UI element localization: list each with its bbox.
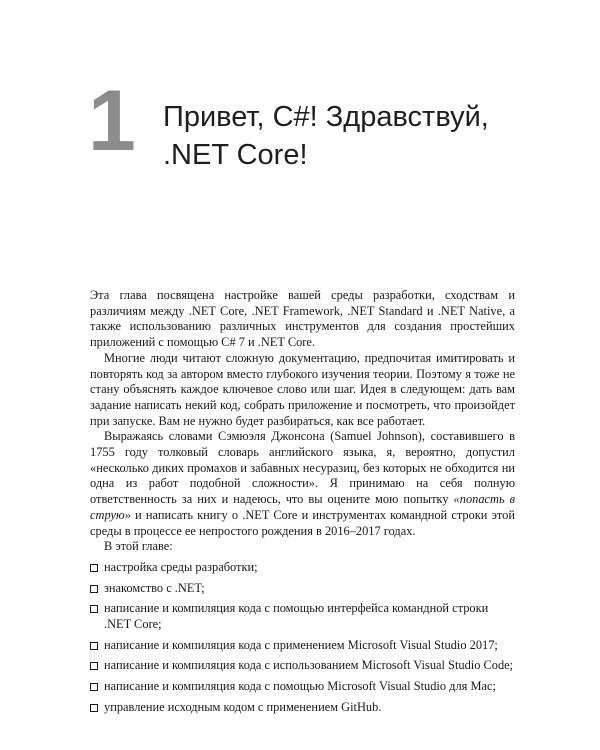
quote-text-end: и написать книгу о .NET Core и инструментах командной строки этой среды в процессе ее непростого рождения в 2016–2017 годах. — [90, 507, 515, 538]
list-item-text: написание и компиляция кода с использованием Microsoft Visual Studio Code; — [104, 658, 514, 673]
list-item — [90, 638, 515, 654]
checkbox-bullet-icon — [90, 642, 98, 650]
quote-text-start: Выражаясь словами Сэмюэля Джонсона (Samuel Johnson), составившего в 1755 году толковый словарь английского языка, я, вероятно, допустил «несколько диких промахов и забавных несуразиц, без которых не обходится ни одна из работ подобной сложности». Я принимаю на себя полную ответственность за них и надеюсь, что вы оцените мою попытку — [90, 429, 515, 507]
checkbox-bullet-icon — [90, 683, 98, 691]
chapter-contents-intro: В этой главе: — [104, 539, 173, 554]
paragraph-johnson-quote — [90, 429, 515, 539]
list-item — [90, 700, 515, 716]
list-item-text: настройка среды разработки; — [104, 559, 258, 574]
checkbox-bullet-icon — [90, 564, 98, 572]
chapter-title — [163, 98, 563, 174]
list-item — [90, 581, 515, 597]
list-item-text: управление исходным кодом с применением GitHub. — [104, 699, 382, 714]
quote-italic-phrase: «попасть в струю» — [90, 492, 515, 522]
chapter-number: 1 — [88, 73, 136, 169]
list-item — [90, 560, 515, 576]
chapter-title-line-1: Привет, C#! Здравствуй, — [163, 101, 489, 133]
chapter-body — [90, 288, 515, 721]
checkbox-bullet-icon — [90, 704, 98, 712]
chapter-topics-list — [90, 560, 515, 716]
list-item-text: написание и компиляция кода с помощью Microsoft Visual Studio для Mac; — [104, 679, 496, 694]
list-item — [90, 601, 515, 632]
list-item — [90, 679, 515, 695]
chapter-title-line-2: .NET Core! — [163, 139, 308, 171]
checkbox-bullet-icon — [90, 662, 98, 670]
list-item — [90, 658, 515, 674]
list-item-text: знакомство с .NET; — [104, 580, 205, 595]
paragraph-documentation: Многие люди читают сложную документацию, предпочитая имитировать и повторять код за автором вместо глубокого изучения теории. Поэтому я тоже не стану объяснять каждое ключевое слово или шаг. Идея в следующем: дать вам задание написать некий код, собрать приложение и посмотреть, что произойдет при запуске. Вам не нужно будет разбираться, как все работает. — [90, 350, 515, 428]
list-item-text: написание и компиляция кода с помощью интерфейса командной строки .NET Core; — [104, 601, 489, 632]
checkbox-bullet-icon — [90, 585, 98, 593]
list-item-text: написание и компиляция кода с применением Microsoft Visual Studio 2017; — [104, 637, 498, 652]
checkbox-bullet-icon — [90, 605, 98, 613]
intro-paragraph: Эта глава посвящена настройке вашей среды разработки, сходствам и различиям между .NET Core, .NET Framework, .NET Standard и .NET Native, а также использованию различных инструментов для создания простейших приложений с помощью C# 7 и .NET Core. — [90, 288, 515, 350]
